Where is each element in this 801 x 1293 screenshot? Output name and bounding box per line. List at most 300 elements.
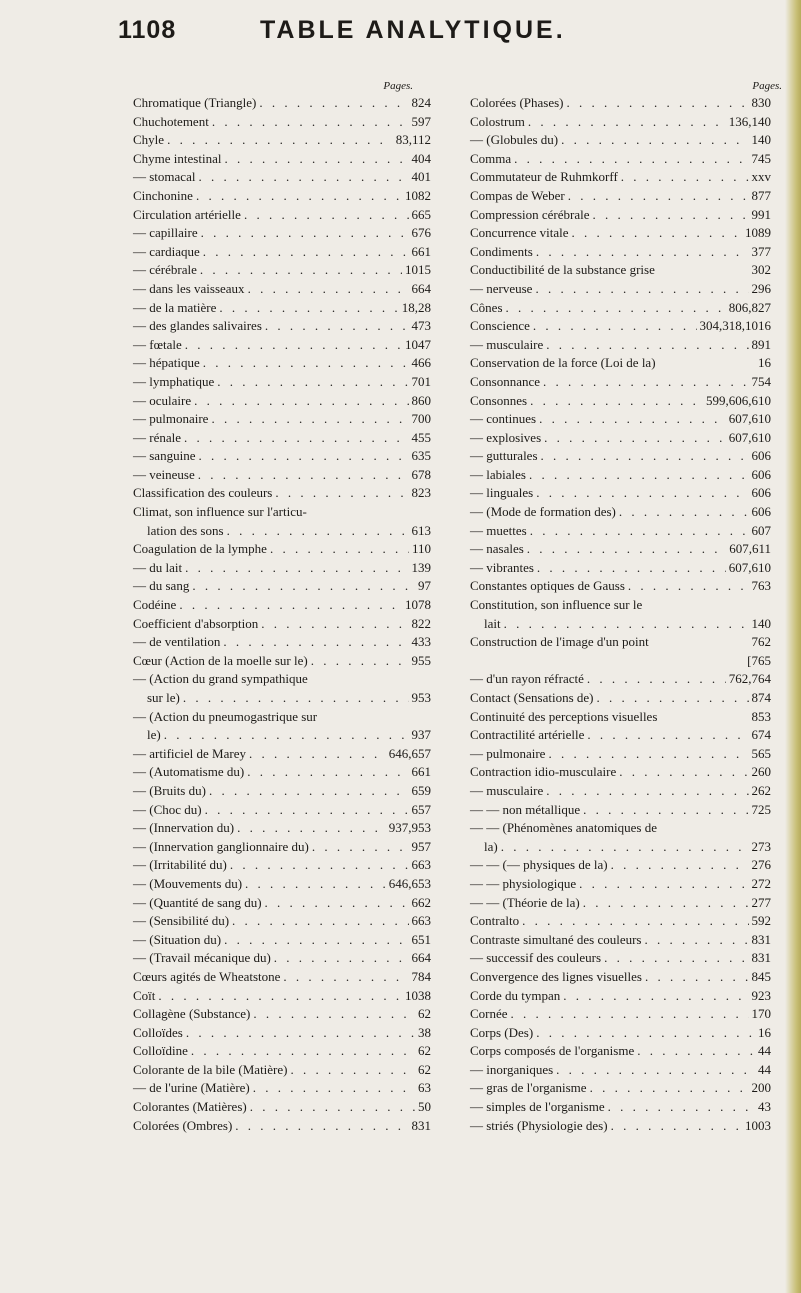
entry-term: — lymphatique [133,373,215,389]
dot-leader [184,429,408,448]
index-entry [133,763,431,782]
dot-leader [198,168,408,187]
entry-term: — successif des couleurs [470,950,602,966]
entry-page: 845 [751,968,771,984]
entry-term: — des glandes salivaires [133,318,262,334]
dot-leader [237,819,386,838]
entry-term: — cérébrale [133,262,197,278]
dot-leader [592,206,748,225]
entry-term: — musculaire [470,782,544,798]
dot-leader [249,745,386,764]
entry-term: — capillaire [133,225,198,241]
entry-page: 140 [751,132,771,148]
pages-label-right: Pages. [752,80,782,92]
index-entry [133,968,431,987]
entry-page: 1015 [405,262,431,278]
dot-leader [179,596,402,615]
entry-term: — — (Phénomènes anatomiques de [470,820,658,836]
entry-page: 661 [411,764,431,780]
index-entry [470,875,771,894]
entry-term: Cœurs agités de Wheatstone [133,968,281,984]
dot-leader [568,187,749,206]
dot-leader [211,410,408,429]
entry-term: Consonnance [470,373,541,389]
index-entry [133,484,431,503]
entry-term: — — (— physiques de la) [470,857,608,873]
index-entry [133,187,431,206]
dot-leader [245,875,386,894]
entry-term: — labiales [470,466,526,482]
entry-term: — vibrantes [470,559,534,575]
index-entry [470,466,771,485]
index-entry [470,317,771,336]
dot-leader [253,1079,415,1098]
dot-leader [265,894,409,913]
index-entry [470,689,771,708]
dot-leader [235,1117,408,1136]
entry-term: — (Choc du) [133,801,202,817]
entry-page: 304,318,1016 [699,318,771,334]
index-entry [470,392,771,411]
entry-term: — cardiaque [133,243,200,259]
dot-leader [579,875,748,894]
entry-term: — gutturales [470,448,538,464]
entry-page: 822 [411,615,431,631]
entry-page: 62 [418,1043,431,1059]
index-entry [470,187,771,206]
dot-leader [203,354,409,373]
entry-term: Constitution, son influence sur le [470,597,643,613]
dot-leader [247,763,408,782]
index-entry [470,354,771,373]
entry-term: Continuité des perceptions visuelles [470,708,658,724]
dot-leader [167,131,393,150]
dot-leader [504,615,749,634]
entry-page: 674 [751,727,771,743]
entry-page: 957 [411,838,431,854]
index-entry [470,168,771,187]
index-entry [470,596,771,615]
index-entry [470,503,771,522]
dot-leader [645,931,749,950]
index-entry [133,949,431,968]
entry-term: Coït [133,987,156,1003]
dot-leader [536,484,748,503]
dot-leader [244,206,409,225]
index-entry [470,782,771,801]
entry-page: 659 [411,782,431,798]
entry-term: — rénale [133,429,182,445]
entry-page: 676 [411,225,431,241]
dot-leader [506,299,726,318]
entry-page: 613 [411,522,431,538]
index-entry [133,540,431,559]
dot-leader [227,522,409,541]
dot-leader [158,987,402,1006]
entry-page: 404 [411,150,431,166]
entry-term: Codéine [133,597,177,613]
entry-page: 1038 [405,987,431,1003]
dot-leader [536,1024,755,1043]
entry-page: 701 [411,373,431,389]
dot-leader [587,670,726,689]
dot-leader [546,336,748,355]
dot-leader [590,1079,749,1098]
entry-term: Compas de Weber [470,187,565,203]
index-entry [133,392,431,411]
dot-leader [275,484,408,503]
entry-term: Comma [470,150,512,166]
entry-term: lation des sons [147,522,224,538]
index-entry [470,633,771,652]
index-entry [133,113,431,132]
entry-term: — du lait [133,559,183,575]
index-entry [470,894,771,913]
dot-leader [530,392,703,411]
entry-page: 63 [418,1080,431,1096]
entry-term: Chromatique (Triangle) [133,95,257,110]
entry-term: Condiments [470,243,533,259]
index-entry [133,577,431,596]
entry-page: 276 [751,857,771,873]
dot-leader [219,299,398,318]
left-column [133,78,453,1135]
entry-term: — — non métallique [470,801,581,817]
index-entry [470,745,771,764]
entry-term: — stomacal [133,169,196,185]
dot-leader [583,894,749,913]
entry-page: 606 [751,504,771,520]
index-entry [133,94,431,113]
entry-page: 466 [411,355,431,371]
entry-page: 725 [751,801,771,817]
entry-term: — pulmonaire [470,745,546,761]
index-entry [470,615,771,634]
entry-page: 923 [751,987,771,1003]
index-entry [470,1042,771,1061]
index-entry [470,987,771,1006]
dot-leader [194,392,408,411]
entry-term: — du sang [133,578,190,594]
entry-page: 139 [411,559,431,575]
index-entry [133,838,431,857]
index-entry [470,949,771,968]
entry-page: 665 [411,206,431,222]
index-entry [470,540,771,559]
entry-page: 1003 [745,1117,771,1133]
entry-page: 831 [751,931,771,947]
entry-term: Cornée [470,1006,508,1022]
entry-page: 44 [758,1061,771,1077]
dot-leader [539,410,726,429]
entry-page: 97 [418,578,431,594]
dot-leader [248,280,409,299]
entry-term: — (Situation du) [133,931,222,947]
index-entry [470,280,771,299]
entry-term: Corps composés de l'organisme [470,1043,635,1059]
index-entry [133,224,431,243]
entry-term: — sanguine [133,448,196,464]
entry-page: 651 [411,931,431,947]
index-entry [133,299,431,318]
entry-term: — (Action du pneumogastrique sur [133,708,318,724]
dot-leader [217,373,408,392]
entry-term: — musculaire [470,336,544,352]
dot-leader [544,429,726,448]
entry-page: 606 [751,466,771,482]
index-entry [470,243,771,262]
entry-page: xxv [751,169,771,185]
entry-term: — (Travail mécanique du) [133,950,271,966]
entry-term: Colorantes (Matières) [133,1099,247,1115]
index-entry [470,838,771,857]
entry-term: Colorante de la bile (Matière) [133,1061,288,1077]
index-entry [133,150,431,169]
entry-term: Colorées (Ombres) [133,1117,233,1133]
entry-term: Cinchonine [133,187,193,203]
entry-term: Cœur (Action de la moelle sur le) [133,652,308,668]
entry-term: sur le) [147,690,180,705]
entry-page: 16 [758,355,771,371]
index-entry [133,652,431,671]
page-edge [785,0,801,1293]
dot-leader [556,1061,755,1080]
entry-page: 937 [411,727,431,743]
entry-page: 302 [751,262,771,278]
entry-page: 664 [411,280,431,296]
entry-page: 607,610 [728,559,771,575]
entry-term: Chyme intestinal [133,150,222,166]
dot-leader [283,968,408,987]
dot-leader [212,113,409,132]
entry-term: Colostrum [470,113,525,129]
entry-term: — continues [470,411,537,427]
entry-page: 831 [411,1117,431,1133]
entry-term: — explosives [470,429,542,445]
index-entry [133,875,431,894]
entry-term: — de l'urine (Matière) [133,1080,250,1096]
entry-page: 860 [411,392,431,408]
index-entry [470,559,771,578]
entry-term: — de la matière [133,299,217,315]
entry-page: 754 [751,373,771,389]
entry-page: 296 [751,280,771,296]
entry-page: 44 [758,1043,771,1059]
dot-leader [224,931,408,950]
dot-leader [608,1098,755,1117]
entry-term: lait [484,615,501,631]
entry-term: Colloïdine [133,1043,188,1059]
entry-page: 874 [751,690,771,705]
entry-page: 262 [751,782,771,798]
entry-term: Corde du tympan [470,987,561,1003]
index-entry [133,131,431,150]
entry-page: 43 [758,1099,771,1115]
entry-term: — (Action du grand sympathique [133,671,308,687]
dot-leader [312,838,409,857]
index-entry [133,745,431,764]
entry-term: — dans les vaisseaux [133,280,245,296]
dot-leader [203,243,409,262]
index-entry [470,373,771,392]
entry-page: 592 [751,913,771,929]
index-entry [470,856,771,875]
index-entry [133,726,431,745]
entry-page: 663 [411,913,431,929]
index-entry [470,670,771,689]
dot-leader [253,1005,415,1024]
index-entry [470,931,771,950]
index-entry [470,429,771,448]
entry-page: 260 [751,764,771,780]
dot-leader [611,1117,742,1136]
dot-leader [548,745,748,764]
entry-page: 806,827 [728,299,771,315]
entry-page: 953 [411,690,431,705]
dot-leader [192,577,415,596]
index-entry [133,243,431,262]
dot-leader [259,94,408,113]
index-entry [470,1117,771,1136]
index-entry [470,131,771,150]
entry-page: 16 [758,1024,771,1040]
entry-page: 140 [751,615,771,631]
entry-page: 607,611 [729,541,771,557]
entry-term: — simples de l'organisme [470,1099,605,1115]
entry-term: — hépatique [133,355,200,371]
entry-term: Concurrence vitale [470,225,569,241]
index-entry [133,1005,431,1024]
entry-term: — linguales [470,485,534,501]
entry-page: 824 [411,95,431,110]
index-entry [133,522,431,541]
dot-leader [183,689,409,708]
dot-leader [546,782,748,801]
entry-page: 635 [411,448,431,464]
entry-term: Classification des couleurs [133,485,273,501]
entry-term: — fœtale [133,336,182,352]
index-entry [470,447,771,466]
page-number: 1108 [118,16,177,44]
entry-page: 62 [418,1006,431,1022]
index-entry [133,633,431,652]
index-entry [470,819,771,838]
entry-page: 455 [411,429,431,445]
index-entry [133,1117,431,1136]
index-entry [470,113,771,132]
index-entry [133,559,431,578]
entry-page: 762 [751,634,771,650]
entry-page: 661 [411,243,431,259]
dot-leader [265,317,409,336]
index-entry [470,299,771,318]
entry-term: Coefficient d'absorption [133,615,259,631]
dot-leader [185,336,402,355]
dot-leader [223,633,408,652]
index-entry [470,150,771,169]
entry-page: 83,112 [395,132,431,148]
entry-term: Conscience [470,318,530,334]
entry-page: 664 [411,950,431,966]
entry-term: — pulmonaire [133,411,209,427]
entry-page: 607,610 [728,429,771,445]
entry-term: — (Bruits du) [133,782,206,798]
index-entry [133,466,431,485]
dot-leader [191,1042,415,1061]
index-entry [133,336,431,355]
index-entry [133,1079,431,1098]
dot-leader [619,763,748,782]
index-entry [470,968,771,987]
pages-label-left: Pages. [383,80,413,92]
entry-term: Construction de l'image d'un point [470,634,649,650]
index-entry [470,261,771,280]
entry-term: — veineuse [133,466,195,482]
index-entry [470,801,771,820]
entry-term: — (Sensibilité du) [133,913,230,929]
entry-term: — (Quantité de sang du) [133,894,262,910]
entry-page: 762,764 [728,671,771,687]
entry-page: 853 [751,708,771,724]
dot-leader [224,150,408,169]
dot-leader [541,447,749,466]
entry-term: — (Mouvements du) [133,875,243,891]
entry-page: 273 [751,838,771,854]
dot-leader [572,224,742,243]
entry-term: Contraction idio-musculaire [470,764,617,780]
dot-leader [533,317,697,336]
entry-page: 606 [751,448,771,464]
entry-term: — d'un rayon réfracté [470,671,584,687]
dot-leader [261,615,408,634]
entry-term: Constantes optiques de Gauss [470,578,625,594]
entry-page: 937,953 [388,820,431,836]
dot-leader [198,466,409,485]
dot-leader [619,503,749,522]
entry-page: 784 [411,968,431,984]
dot-leader [587,726,748,745]
dot-leader [209,782,409,801]
dot-leader [583,801,748,820]
entry-term: Coagulation de la lymphe [133,541,267,557]
entry-term: — striés (Physiologie des) [470,1117,608,1133]
entry-term: le) [147,727,161,743]
entry-term: — (Innervation ganglionnaire du) [133,838,309,854]
index-entry [133,894,431,913]
entry-page: 433 [411,634,431,650]
index-entry [133,596,431,615]
index-entry [470,763,771,782]
right-column [470,78,785,1135]
index-entry [133,354,431,373]
entry-page: 663 [411,857,431,873]
index-entry [470,1024,771,1043]
entry-term: — nasales [470,541,524,557]
dot-leader [511,1005,749,1024]
entry-term: Compression cérébrale [470,206,590,222]
dot-leader [514,150,748,169]
entry-term: Contact (Sensations de) [470,690,594,705]
index-entry [133,280,431,299]
index-entry [470,708,771,727]
dot-leader [561,131,748,150]
entry-term: — muettes [470,522,527,538]
entry-term: Chuchotement [133,113,209,129]
dot-leader [270,540,409,559]
dot-leader [291,1061,416,1080]
index-entry [133,708,431,727]
entry-page: 18,28 [401,299,431,315]
